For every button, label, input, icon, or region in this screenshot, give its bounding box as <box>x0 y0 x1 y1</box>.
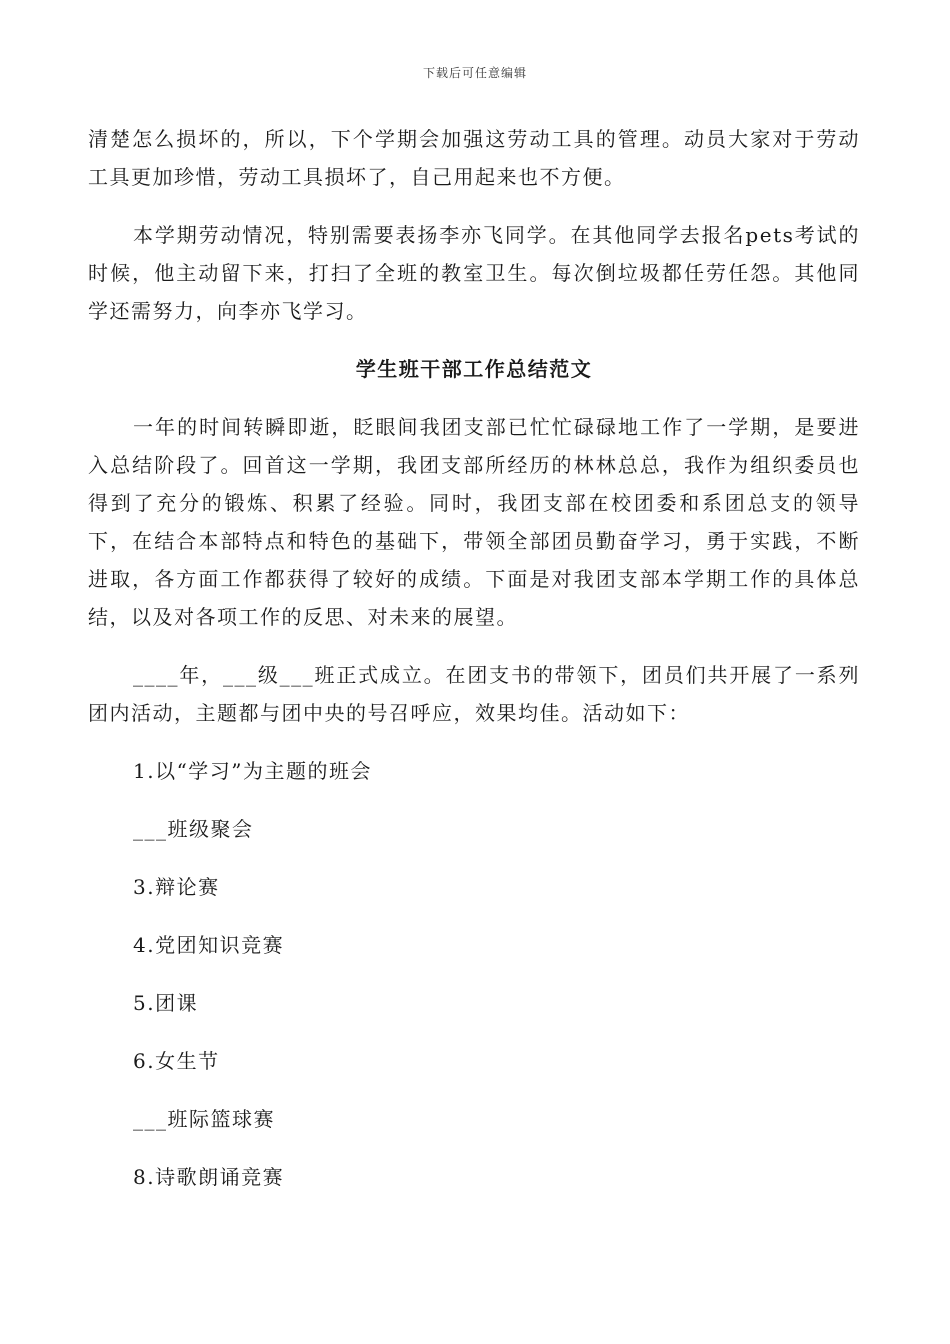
list-item: 6.女生节 <box>133 1049 220 1073</box>
list-item: 3.辩论赛 <box>133 875 220 899</box>
list-item: 4.党团知识竞赛 <box>133 933 285 957</box>
list-item: ___班际篮球赛 <box>133 1107 275 1131</box>
activities-intro-paragraph: ____年，___级___班正式成立。在团支书的带领下，团员们共开展了一系列团内活动，主题都与团中央的号召呼应，效果均佳。活动如下： <box>88 663 860 725</box>
list-item: 1.以“学习”为主题的班会 <box>133 759 373 783</box>
list-item: 5.团课 <box>133 991 199 1015</box>
page-header: 下载后可任意编辑 <box>422 66 527 80</box>
section-title: 学生班干部工作总结范文 <box>355 357 593 381</box>
document-body <box>88 120 860 1216</box>
continuation-paragraph: 清楚怎么损坏的，所以，下个学期会加强这劳动工具的管理。动员大家对于劳动工具更加珍惜，劳动工具损坏了，自己用起来也不方便。 <box>88 127 860 189</box>
list-item: ___班级聚会 <box>133 817 254 841</box>
praise-paragraph: 本学期劳动情况，特别需要表扬李亦飞同学。在其他同学去报名pets考试的时候，他主动留下来，打扫了全班的教室卫生。每次倒垃圾都任劳任怨。其他同学还需努力，向李亦飞学习。 <box>88 223 860 323</box>
list-item: 8.诗歌朗诵竞赛 <box>133 1165 285 1189</box>
activity-list <box>88 752 860 1196</box>
intro-paragraph: 一年的时间转瞬即逝，眨眼间我团支部已忙忙碌碌地工作了一学期，是要进入总结阶段了。回首这一学期，我团支部所经历的林林总总，我作为组织委员也得到了充分的锻炼、积累了经验。同时，我团支部在校团委和系团总支的领导下，在结合本部特点和特色的基础下，带领全部团员勤奋学习，勇于实践，不断进取，各方面工作都获得了较好的成绩。下面是对我团支部本学期工作的具体总结，以及对各项工作的反思、对未来的展望。 <box>88 415 860 629</box>
